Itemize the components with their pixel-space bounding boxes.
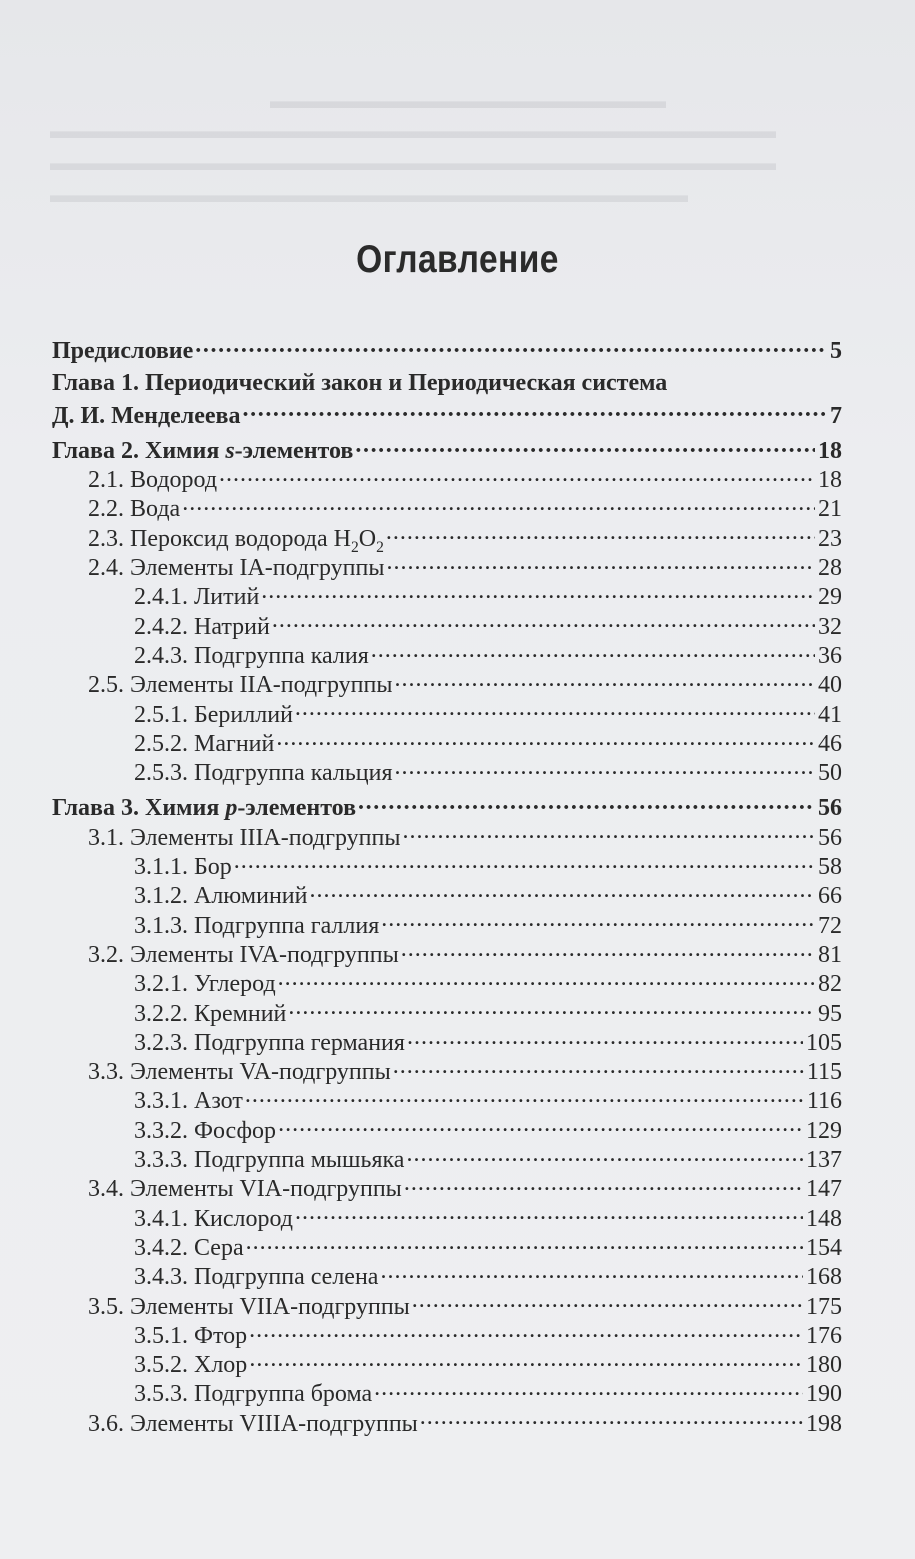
toc-page-number: 176 [806,1322,842,1349]
toc-page-number: 36 [818,642,842,669]
leader-dots [386,551,815,575]
toc-entry[interactable] [52,1319,842,1348]
toc-entry[interactable] [52,997,842,1026]
toc-entry-label: 2.4.2. Натрий [134,613,270,640]
toc-page-number: 56 [818,795,842,822]
toc-entry-label: 2.5. Элементы IIA-подгруппы [88,672,393,699]
toc-page-number: 56 [818,824,842,851]
leader-dots [412,1290,803,1314]
leader-dots [295,698,815,722]
toc-page-number: 198 [806,1410,842,1437]
leader-dots [182,492,815,516]
toc-entry[interactable] [52,1084,842,1113]
page-title: Оглавление [356,238,559,281]
toc-page-number: 81 [818,941,842,968]
toc-entry[interactable] [52,1231,842,1260]
leader-dots [249,1319,803,1343]
leader-dots [295,1202,803,1226]
toc-entry-label: Глава 2. Химия s-элементов [52,437,354,464]
leader-dots [355,434,815,458]
leader-dots [234,850,815,874]
toc-entry-label: 3.2.1. Углерод [134,971,276,998]
leader-dots [402,821,815,845]
toc-page-number: 129 [806,1117,842,1144]
toc-entry-label: Предисловие [52,338,194,364]
toc-page-number: 46 [818,730,842,757]
leader-dots [358,791,815,815]
toc-page-number: 23 [818,525,842,552]
toc-page-number: 7 [830,402,842,429]
toc-entry-label: 3.4.3. Подгруппа селена [134,1264,379,1291]
toc-entry[interactable] [52,1407,842,1436]
leader-dots [243,399,827,423]
toc-entry-label: 3.3.3. Подгруппа мышьяка [134,1147,405,1174]
leader-dots [381,909,815,933]
toc-entry[interactable] [52,938,842,967]
leader-dots [272,610,815,634]
toc-entry[interactable] [52,1290,842,1319]
toc-entry-label: 3.3.2. Фосфор [134,1117,277,1144]
leader-dots [261,580,815,604]
toc-page-number: 40 [818,672,842,699]
toc-entry-label: 2.2. Вода [88,496,181,523]
toc-entry-label: 3.5.3. Подгруппа брома [134,1381,373,1408]
toc-entry[interactable] [52,1143,842,1172]
toc-entry-label: 3.2. Элементы IVA-подгруппы [88,941,399,968]
toc-entry-preface[interactable] [52,334,842,363]
toc-entry-label: 3.3.1. Азот [134,1088,243,1115]
toc-entry-label: 3.2.3. Подгруппа германия [134,1029,405,1056]
toc-entry-label: 2.5.1. Бериллий [134,701,293,728]
leader-dots [276,727,815,751]
toc-entry[interactable] [52,1114,842,1143]
toc-entry[interactable] [52,756,842,785]
leader-dots [420,1407,803,1431]
toc-entry-label: 3.5. Элементы VIIA-подгруппы [88,1293,410,1320]
toc-page-number: 148 [806,1205,842,1232]
toc-page-number: 21 [818,496,842,523]
toc-entry-label: 2.4.3. Подгруппа калия [134,642,369,669]
toc-entry[interactable] [52,610,842,639]
toc-page-number: 58 [818,854,842,881]
toc-page-number: 66 [818,883,842,910]
toc-entry[interactable] [52,698,842,727]
toc-entry-label: 3.6. Элементы VIIIA-подгруппы [88,1410,418,1437]
toc-entry[interactable] [52,1202,842,1231]
toc-entry-label: 2.1. Водород [88,467,218,494]
toc-entry-chapter-1[interactable] [52,369,842,428]
leader-dots [404,1172,803,1196]
toc-entry[interactable] [52,522,842,556]
toc-entry-label: 3.5.1. Фтор [134,1322,248,1349]
toc-entry[interactable] [52,1348,842,1377]
leader-dots [371,639,815,663]
toc-entry-label: 3.2.2. Кремний [134,1000,287,1027]
toc-entry[interactable] [52,909,842,938]
leader-dots [380,1260,803,1284]
toc-entry-label: Глава 3. Химия p-элементов [52,795,357,822]
leader-dots [401,938,815,962]
toc-entry-label: 2.3. Пероксид водорода $H_2O_2$ [88,525,384,556]
toc-entry[interactable] [52,1055,842,1084]
toc-page-number: 5 [830,338,842,364]
toc-page-number: 50 [818,760,842,787]
leader-dots [288,997,815,1021]
toc-entry[interactable] [52,580,842,609]
toc-page-number: 18 [818,467,842,494]
toc-entry-label: 3.1.2. Алюминий [134,883,308,910]
toc-page-number: 72 [818,912,842,939]
toc-entry[interactable] [52,1260,842,1289]
toc-entry-label: 3.4.2. Сера [134,1234,244,1261]
leader-dots [219,463,815,487]
toc-entry[interactable] [52,639,842,668]
leader-dots [195,334,827,358]
toc-entry[interactable] [52,850,842,879]
toc-page-number: 18 [818,437,842,464]
toc-entry[interactable] [52,1172,842,1201]
show-through-text: ▬▬▬▬▬▬▬▬▬▬▬▬▬▬▬▬▬▬▬▬▬▬▬▬▬▬▬▬▬ [50,182,688,207]
leader-dots [407,1026,803,1050]
toc-page-number: 180 [806,1352,842,1379]
toc-page-number: 175 [806,1293,842,1320]
toc-page-number: 105 [806,1029,842,1056]
toc-entry-label: Глава 1. Периодический закон и Периодическая система [52,370,668,397]
leader-dots [278,1114,803,1138]
leader-dots [395,756,815,780]
leader-dots [394,668,815,692]
toc-entry-chapter-2[interactable] [52,434,842,463]
toc-entry-label: 3.1.3. Подгруппа галлия [134,912,380,939]
toc-entry-label: 2.5.3. Подгруппа кальция [134,760,393,787]
toc-entry-label: 2.4. Элементы IA-подгруппы [88,555,385,582]
toc-page-number: 137 [806,1147,842,1174]
toc-entry[interactable] [52,821,842,850]
toc-entry[interactable] [52,668,842,697]
toc-entry[interactable] [52,492,842,521]
toc-page-number: 29 [818,584,842,611]
toc-page-number: 154 [806,1234,842,1261]
leader-dots [246,1231,803,1255]
toc-entry-label: 3.1.1. Бор [134,854,232,881]
toc-page-number: 32 [818,613,842,640]
leader-dots [393,1055,804,1079]
toc-entry[interactable] [52,463,842,492]
toc-entry-label: 2.4.1. Литий [134,584,260,611]
toc-entry-chapter-3[interactable] [52,791,842,820]
leader-dots [309,879,815,903]
toc-entry-label: 3.5.2. Хлор [134,1352,248,1379]
toc-entry[interactable] [52,727,842,756]
toc-page-number: 28 [818,555,842,582]
toc-entry-label: 3.1. Элементы IIIA-подгруппы [88,824,401,851]
leader-dots [406,1143,803,1167]
toc-entry[interactable] [52,1026,842,1055]
table-of-contents [52,334,842,1436]
leader-dots [278,967,815,991]
toc-entry[interactable] [52,1377,842,1406]
toc-page-number: 147 [806,1176,842,1203]
toc-page-number: 41 [818,701,842,728]
show-through-text: ▬▬▬▬▬▬▬▬▬▬▬▬▬▬▬▬▬▬▬▬▬▬▬▬▬▬▬▬▬▬▬▬▬ [50,118,776,143]
show-through-text: ▬▬▬▬▬▬▬▬▬▬▬▬▬▬▬▬▬▬▬▬▬▬▬▬▬▬▬▬▬▬▬▬▬ [50,150,776,175]
toc-page-number: 115 [806,1059,842,1086]
toc-page-number: 168 [806,1264,842,1291]
toc-entry[interactable] [52,551,842,580]
show-through-text: ▬▬▬▬▬▬▬▬▬▬▬▬▬▬▬▬▬▬ [270,88,666,113]
toc-page-number: 82 [818,971,842,998]
toc-entry[interactable] [52,967,842,996]
toc-entry-label: 3.3. Элементы VA-подгруппы [88,1059,391,1086]
leader-dots [374,1377,803,1401]
toc-page-number: 95 [818,1000,842,1027]
leader-dots [245,1084,804,1108]
toc-entry-label-continued: Д. И. Менделеева [52,402,241,429]
toc-entry-label: 3.4. Элементы VIA-подгруппы [88,1176,402,1203]
toc-entry[interactable] [52,879,842,908]
toc-entry-label: 2.5.2. Магний [134,730,275,757]
leader-dots [386,522,815,546]
toc-page-number: 190 [806,1381,842,1408]
toc-entry-label: 3.4.1. Кислород [134,1205,293,1232]
leader-dots [249,1348,803,1372]
toc-page-number: 116 [806,1088,842,1115]
